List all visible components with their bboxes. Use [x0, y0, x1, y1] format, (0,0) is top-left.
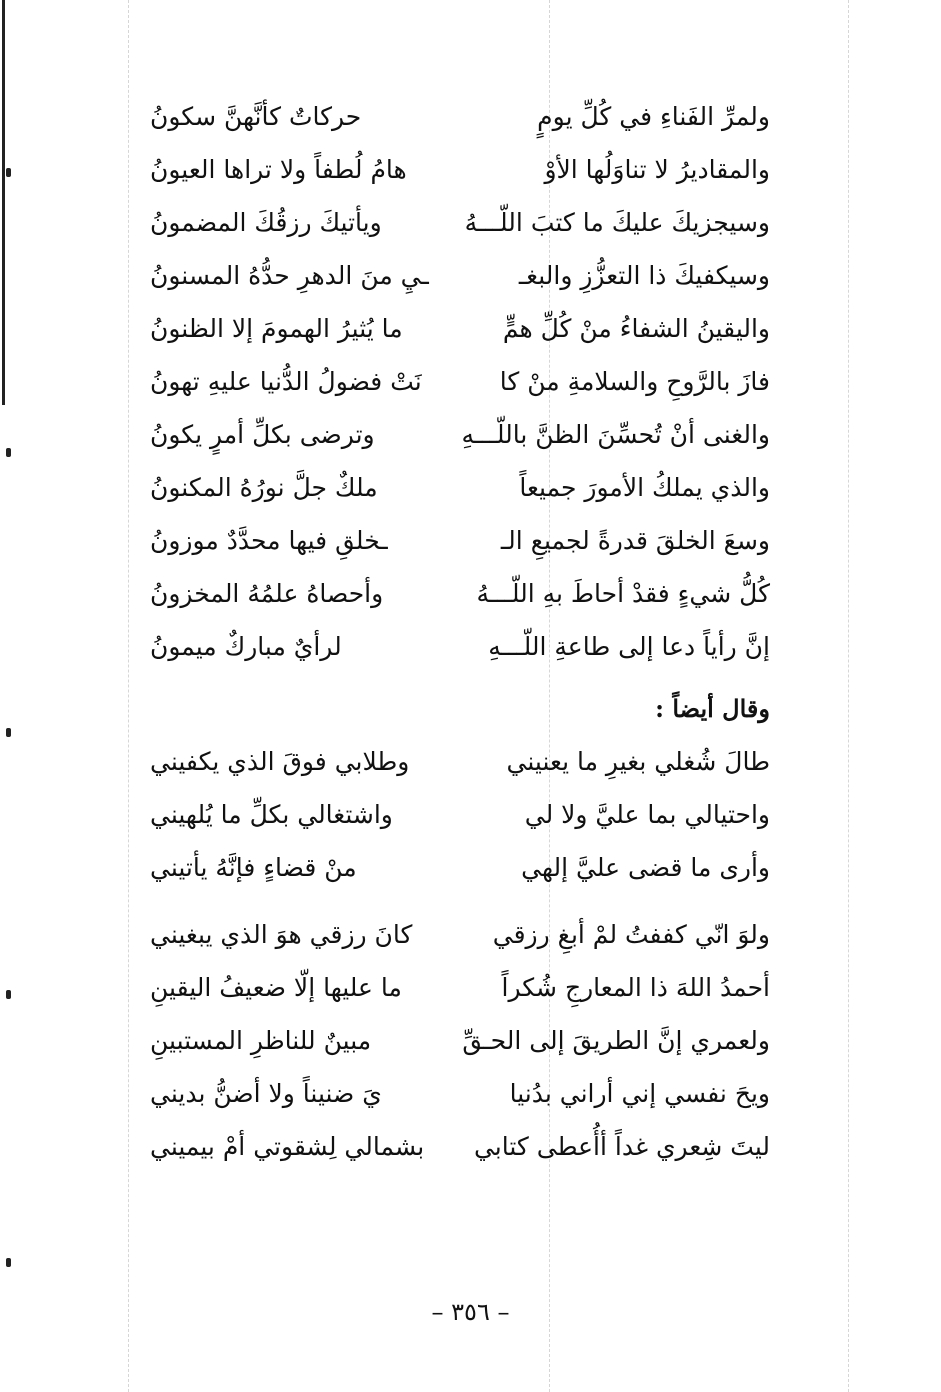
verse-line: [150, 908, 770, 961]
first-hemistich: والذي يملكُ الأمورَ جميعاً: [519, 473, 770, 502]
page-number: – ٣٥٦ –: [431, 1298, 510, 1326]
first-hemistich: ولعمري إنَّ الطريقَ إلى الحـقِّ: [462, 1026, 770, 1055]
second-hemistich: منْ قضاءٍ فإنَّهُ يأتيني: [150, 853, 357, 882]
first-hemistich: كُلُّ شيءٍ فقدْ أحاطَ بهِ اللّـــهُ: [476, 579, 770, 608]
second-hemistich: بشمالي لِشقوتي أمْ بيميني: [150, 1132, 425, 1161]
second-hemistich: ـيِ منَ الدهرِ حدُّهُ المسنونُ: [150, 261, 429, 290]
second-hemistich: ما يُثيرُ الهمومَ إلا الظنونُ: [150, 314, 403, 343]
first-hemistich: ليتَ شِعري غداً أأُعطى كتابي: [473, 1132, 770, 1161]
first-hemistich: طالَ شُغلي بغيرِ ما يعنيني: [506, 747, 770, 776]
first-hemistich: واليقينُ الشفاءُ منْ كُلِّ همٍّ: [502, 314, 770, 343]
scan-mark: [6, 168, 11, 177]
stanza-gap: [150, 894, 770, 908]
scan-mark: [6, 1258, 11, 1267]
verse-line: [150, 461, 770, 514]
verse-line: [150, 90, 770, 143]
first-hemistich: والمقاديرُ لا تناوَلُها الأوْ: [544, 155, 770, 184]
verse-line: [150, 143, 770, 196]
poem-one: [150, 90, 770, 673]
second-hemistich: كانَ رزقي هوَ الذي يبغيني: [150, 920, 413, 949]
first-hemistich: واحتيالي بما عليَّ ولا لي: [524, 800, 770, 829]
verse-line: [150, 514, 770, 567]
first-hemistich: إنَّ رأياً دعا إلى طاعةِ اللّـــهِ: [488, 632, 770, 661]
scan-mark: [6, 990, 11, 999]
second-hemistich: نَتْ فضولُ الدُّنيا عليهِ تهونُ: [150, 367, 422, 396]
second-hemistich: ما عليها إلّا ضعيفُ اليقينِ: [150, 973, 402, 1002]
poem-two: [150, 735, 770, 1173]
second-hemistich: وترضى بكلِّ أمرٍ يكونُ: [150, 420, 375, 449]
first-hemistich: أحمدُ اللهَ ذا المعارجِ شُكراً: [501, 973, 770, 1002]
verse-line: [150, 249, 770, 302]
verse-line: [150, 1120, 770, 1173]
first-hemistich: ولوَ انّي كففتُ لمْ أبغِ رزقي: [492, 920, 770, 949]
verse-line: [150, 735, 770, 788]
second-hemistich: ـخلقِ فيها محدَّدٌ موزونُ: [150, 526, 388, 555]
scan-fold-line: [128, 0, 129, 1392]
second-hemistich: يَ ضنيناً ولا أضنُّ بديني: [150, 1079, 382, 1108]
second-hemistich: حركاتٌ كأنَّهنَّ سكونُ: [150, 102, 362, 131]
verse-line: [150, 1067, 770, 1120]
second-hemistich: مبينٌ للناظرِ المستبينِ: [150, 1026, 372, 1055]
second-hemistich: وطلابي فوقَ الذي يكفيني: [150, 747, 410, 776]
first-hemistich: ولمرِّ الفَناءِ في كُلِّ يومٍ: [537, 102, 770, 131]
second-hemistich: هامُ لُطفاً ولا تراها العيونُ: [150, 155, 407, 184]
verse-line: [150, 620, 770, 673]
verse-line: [150, 196, 770, 249]
scan-mark: [6, 728, 11, 737]
verse-line: [150, 355, 770, 408]
scan-mark: [6, 448, 11, 457]
first-hemistich: وسيجزيكَ عليكَ ما كتبَ اللّـــهُ: [464, 208, 770, 237]
second-hemistich: ويأتيكَ رزقُكَ المضمونُ: [150, 208, 382, 237]
second-hemistich: لرأيٌ مباركٌ ميمونُ: [150, 632, 342, 661]
verse-line: [150, 408, 770, 461]
verse-line: [150, 1014, 770, 1067]
first-hemistich: والغنى أنْ تُحسِّنَ الظنَّ باللّـــهِ: [461, 420, 770, 449]
verse-line: [150, 841, 770, 894]
first-hemistich: وسيكفيكَ ذا التعزُّزِ والبغـ: [518, 261, 770, 290]
first-hemistich: وسعَ الخلقَ قدرةً لجميعِ الـ: [500, 526, 770, 555]
first-hemistich: وأرى ما قضى عليَّ إلهي: [521, 853, 770, 882]
scan-margin-line: [2, 0, 5, 405]
second-hemistich: وأحصاهُ علمُهُ المخزونُ: [150, 579, 384, 608]
verse-line: [150, 961, 770, 1014]
second-hemistich: ملكٌ جلَّ نورُهُ المكنونُ: [150, 473, 378, 502]
verse-line: [150, 788, 770, 841]
scan-fold-line: [848, 0, 849, 1392]
verse-line: [150, 302, 770, 355]
section-heading: وقال أيضاً :: [655, 694, 770, 723]
first-hemistich: ويحَ نفسي إني أراني بدُنيا: [509, 1079, 770, 1108]
first-hemistich: فازَ بالرَّوحِ والسلامةِ منْ كا: [499, 367, 770, 396]
second-hemistich: واشتغالي بكلِّ ما يُلهيني: [150, 800, 393, 829]
verse-line: [150, 567, 770, 620]
document-page: [150, 90, 770, 1173]
